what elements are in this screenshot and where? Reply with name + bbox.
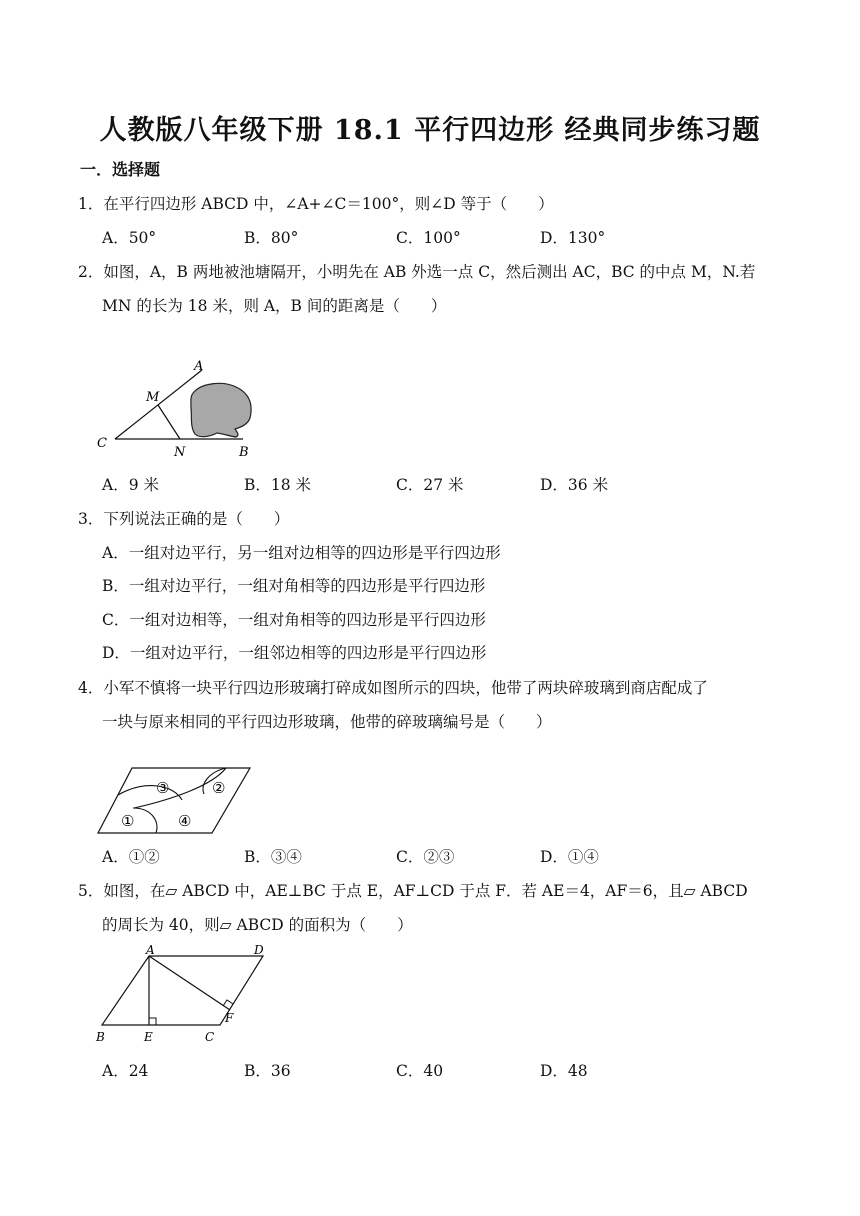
parallelogram-figure [92, 940, 272, 1048]
label-e: E [144, 1030, 153, 1044]
question-4-stem-cont: 一块与原来相同的平行四边形玻璃，他带的碎玻璃编号是（ ） [102, 713, 552, 731]
q5-option-d: D．48 [540, 1062, 588, 1080]
piece-3-label: ③ [156, 779, 170, 797]
q4-option-d: D．①④ [540, 848, 599, 866]
question-2-stem-cont: MN 的长为 18 米，则 A，B 间的距离是（ ） [102, 297, 447, 315]
q1-option-d: D．130° [540, 229, 606, 247]
piece-1-label: ① [121, 812, 135, 830]
q1-option-a: A．50° [102, 229, 157, 247]
q4-option-b: B．③④ [244, 848, 302, 866]
q1-option-c: C．100° [396, 229, 461, 247]
label-b: B [239, 445, 249, 460]
pond-triangle-figure [90, 355, 265, 460]
section-heading: 一．选择题 [80, 160, 161, 179]
piece-4-label: ④ [178, 812, 192, 830]
q5-option-a: A．24 [102, 1062, 149, 1080]
q2-option-a: A．9 米 [102, 476, 159, 494]
question-5-stem-cont: 的周长为 40，则▱ ABCD 的面积为（ ） [102, 916, 413, 934]
q3-statement-b: B．一组对边平行，一组对角相等的四边形是平行四边形 [102, 577, 486, 595]
label-c: C [97, 436, 107, 451]
q3-statement-c: C．一组对边相等，一组对角相等的四边形是平行四边形 [102, 611, 486, 629]
q5-option-c: C．40 [396, 1062, 444, 1080]
page-title: 人教版八年级下册 18.1 平行四边形 经典同步练习题 [99, 115, 761, 146]
q2-option-d: D．36 米 [540, 476, 609, 494]
q4-option-a: A．①② [102, 848, 160, 866]
q2-option-c: C．27 米 [396, 476, 464, 494]
broken-glass-figure [94, 764, 256, 836]
q3-statement-d: D．一组对边平行，一组邻边相等的四边形是平行四边形 [102, 644, 487, 662]
label-c: C [205, 1030, 215, 1044]
question-4-stem: 4．小军不慎将一块平行四边形玻璃打碎成如图所示的四块，他带了两块碎玻璃到商店配成了 [78, 679, 708, 697]
q3-statement-a: A．一组对边平行，另一组对边相等的四边形是平行四边形 [102, 544, 501, 562]
label-a: A [146, 943, 155, 957]
label-d: D [254, 943, 264, 957]
q5-option-b: B．36 [244, 1062, 291, 1080]
question-3-stem: 3．下列说法正确的是（ ） [78, 510, 290, 528]
question-1-stem: 1．在平行四边形 ABCD 中，∠A+∠C＝100°，则∠D 等于（ ） [78, 195, 554, 213]
q4-option-c: C．②③ [396, 848, 455, 866]
piece-2-label: ② [212, 779, 226, 797]
pond-shape [191, 383, 251, 437]
label-n: N [174, 445, 186, 460]
question-2-stem: 2．如图，A，B 两地被池塘隔开，小明先在 AB 外选一点 C，然后测出 AC，BC 的中点 M，N.若 [78, 263, 756, 281]
label-m: M [146, 390, 160, 405]
q1-option-b: B．80° [244, 229, 299, 247]
q2-option-b: B．18 米 [244, 476, 312, 494]
label-a: A [194, 359, 204, 374]
label-b: B [96, 1030, 105, 1044]
question-5-stem: 5．如图，在▱ ABCD 中，AE⊥BC 于点 E，AF⊥CD 于点 F．若 AE＝4，AF＝6，且▱ ABCD [78, 882, 748, 900]
label-f: F [225, 1011, 234, 1025]
